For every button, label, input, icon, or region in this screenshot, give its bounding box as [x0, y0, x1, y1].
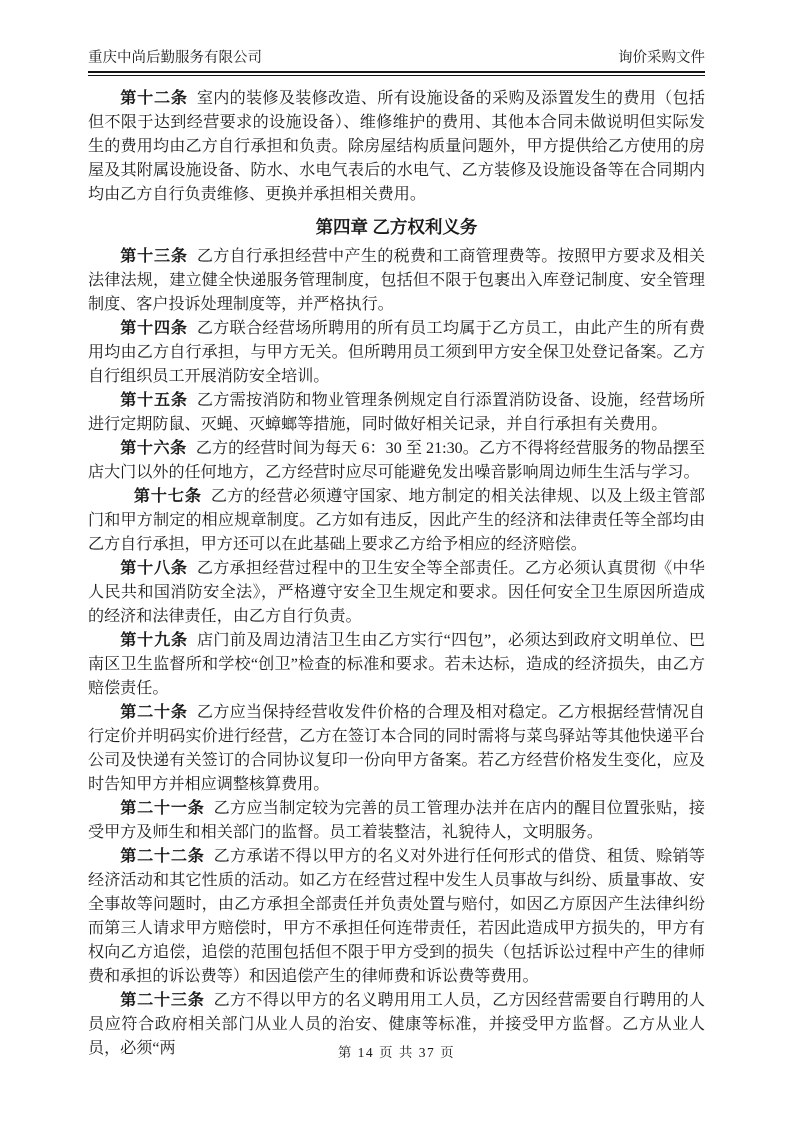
clause-text: 乙方自行承担经营中产生的税费和工商管理费等。按照甲方要求及相关法律法规，建立健全快递服务管理制度，包括但不限于包裹出入库登记制度、安全管理制度、客户投诉处理制度等，并严格执行。 [88, 248, 706, 313]
clause-paragraph [88, 557, 705, 629]
clause-number: 第十二条 [120, 90, 188, 107]
clause-text: 乙方不得以甲方的名义聘用用工人员，乙方因经营需要自行聘用的人员应符合政府相关部门从业人员的治安、健康等标准，并接受甲方监督。乙方从业人员，必须“两 [88, 992, 706, 1057]
chapter-heading: 第四章 乙方权利义务 [315, 217, 478, 237]
clause-paragraph [88, 87, 705, 207]
clause-text: 乙方承诺不得以甲方的名义对外进行任何形式的借贷、租赁、赊销等经济活动和其它性质的活动。如乙方在经营过程中发生人员事故与纠纷、质量事故、安全事故等问题时，由乙方承担全部责任并负责处置与赔付，如因乙方原因产生法律纠纷而第三人请求甲方赔偿时，甲方不承担任何连带责任，若因此造成甲方损失的，甲方有权向乙方追偿，追偿的范围包括但不限于甲方受到的损失（包括诉讼过程中产生的律师费和承担的诉讼费等）和因追偿产生的律师费和诉讼费等费用。 [88, 848, 706, 985]
clause-text: 乙方应当保持经营收发件价格的合理及相对稳定。乙方根据经营情况自行定价并明码实价进行经营，乙方在签订本合同的同时需将与菜鸟驿站等其他快递平台公司及快递有关签订的合同协议复印一份向甲方备案。若乙方经营价格发生变化，应及时告知甲方并相应调整核算费用。 [88, 704, 706, 793]
clause-number: 第十七条 [133, 488, 202, 505]
clause-text: 室内的装修及装修改造、所有设施设备的采购及添置发生的费用（包括但不限于达到经营要求的设施设备）、维修维护的费用、其他本合同未做说明但实际发生的费用均由乙方自行承担和负责。除房屋结构质量问题外，甲方提供给乙方使用的房屋及其附属设施设备、防水、水电气表后的水电气、乙方装修及设施设备等在合同期内均由乙方自行负责维修、更换并承担相关费用。 [88, 90, 706, 203]
clause-number: 第十五条 [120, 392, 188, 409]
clause-paragraph [88, 389, 705, 437]
clause-number: 第十六条 [120, 440, 187, 457]
clause-paragraph [88, 797, 705, 845]
clause-number: 第十九条 [120, 632, 188, 649]
clause-number: 第二十二条 [120, 848, 205, 865]
clause-paragraph [88, 437, 705, 485]
clause-paragraph [88, 629, 705, 701]
clause-text: 店门前及周边清洁卫生由乙方实行“四包”，必须达到政府文明单位、巴南区卫生监督所和学校“创卫”检查的标准和要求。若未达标，造成的经济损失，由乙方赔偿责任。 [88, 632, 706, 697]
page-header [88, 49, 705, 67]
clause-number: 第十四条 [120, 320, 188, 337]
clause-number: 第二十一条 [120, 800, 205, 817]
clause-text: 乙方联合经营场所聘用的所有员工均属于乙方员工，由此产生的所有费用均由乙方自行承担，与甲方无关。但所聘用员工须到甲方安全保卫处登记备案。乙方自行组织员工开展消防安全培训。 [88, 320, 706, 385]
clause-text: 乙方的经营时间为每天 6：30 至 21:30。乙方不得将经营服务的物品摆至店大门以外的任何地方，乙方经营时应尽可能避免发出噪音影响周边师生生活与学习。 [88, 440, 705, 481]
page-number: 第 14 页 共 37 页 [337, 1045, 456, 1060]
page-footer [0, 1041, 793, 1061]
clause-paragraph [88, 845, 705, 989]
clause-text: 乙方应当制定较为完善的员工管理办法并在店内的醒目位置张贴，接受甲方及师生和相关部门的监督。员工着装整洁，礼貌待人，文明服务。 [88, 800, 706, 841]
clause-number: 第二十条 [120, 704, 188, 721]
clause-text: 乙方承担经营过程中的卫生安全等全部责任。乙方必须认真贯彻《中华人民共和国消防安全法》，严格遵守安全卫生规定和要求。因任何安全卫生原因所造成的经济和法律责任，由乙方自行负责。 [88, 560, 706, 625]
document-body [88, 87, 705, 1061]
clause-text: 乙方需按消防和物业管理条例规定自行添置消防设备、设施，经营场所进行定期防鼠、灭蝇、灭蟑螂等措施，同时做好相关记录，并自行承担有关费用。 [88, 392, 706, 433]
clause-paragraph [88, 245, 705, 317]
clause-paragraph [88, 701, 705, 797]
clause-number: 第二十三条 [120, 992, 205, 1009]
header-doc-type: 询价采购文件 [618, 50, 705, 66]
header-company-name: 重庆中尚后勤服务有限公司 [88, 50, 262, 66]
header-divider [88, 71, 705, 76]
clause-text: 乙方的经营必须遵守国家、地方制定的相关法律规、以及上级主管部门和甲方制定的相应规章制度。乙方如有违反，因此产生的经济和法律责任等全部均由乙方自行承担，甲方还可以在此基础上要求乙方给予相应的经济赔偿。 [88, 488, 706, 553]
clause-paragraph [88, 485, 705, 557]
clause-paragraph [88, 317, 705, 389]
clause-number: 第十三条 [120, 248, 188, 265]
clause-number: 第十八条 [120, 560, 188, 577]
